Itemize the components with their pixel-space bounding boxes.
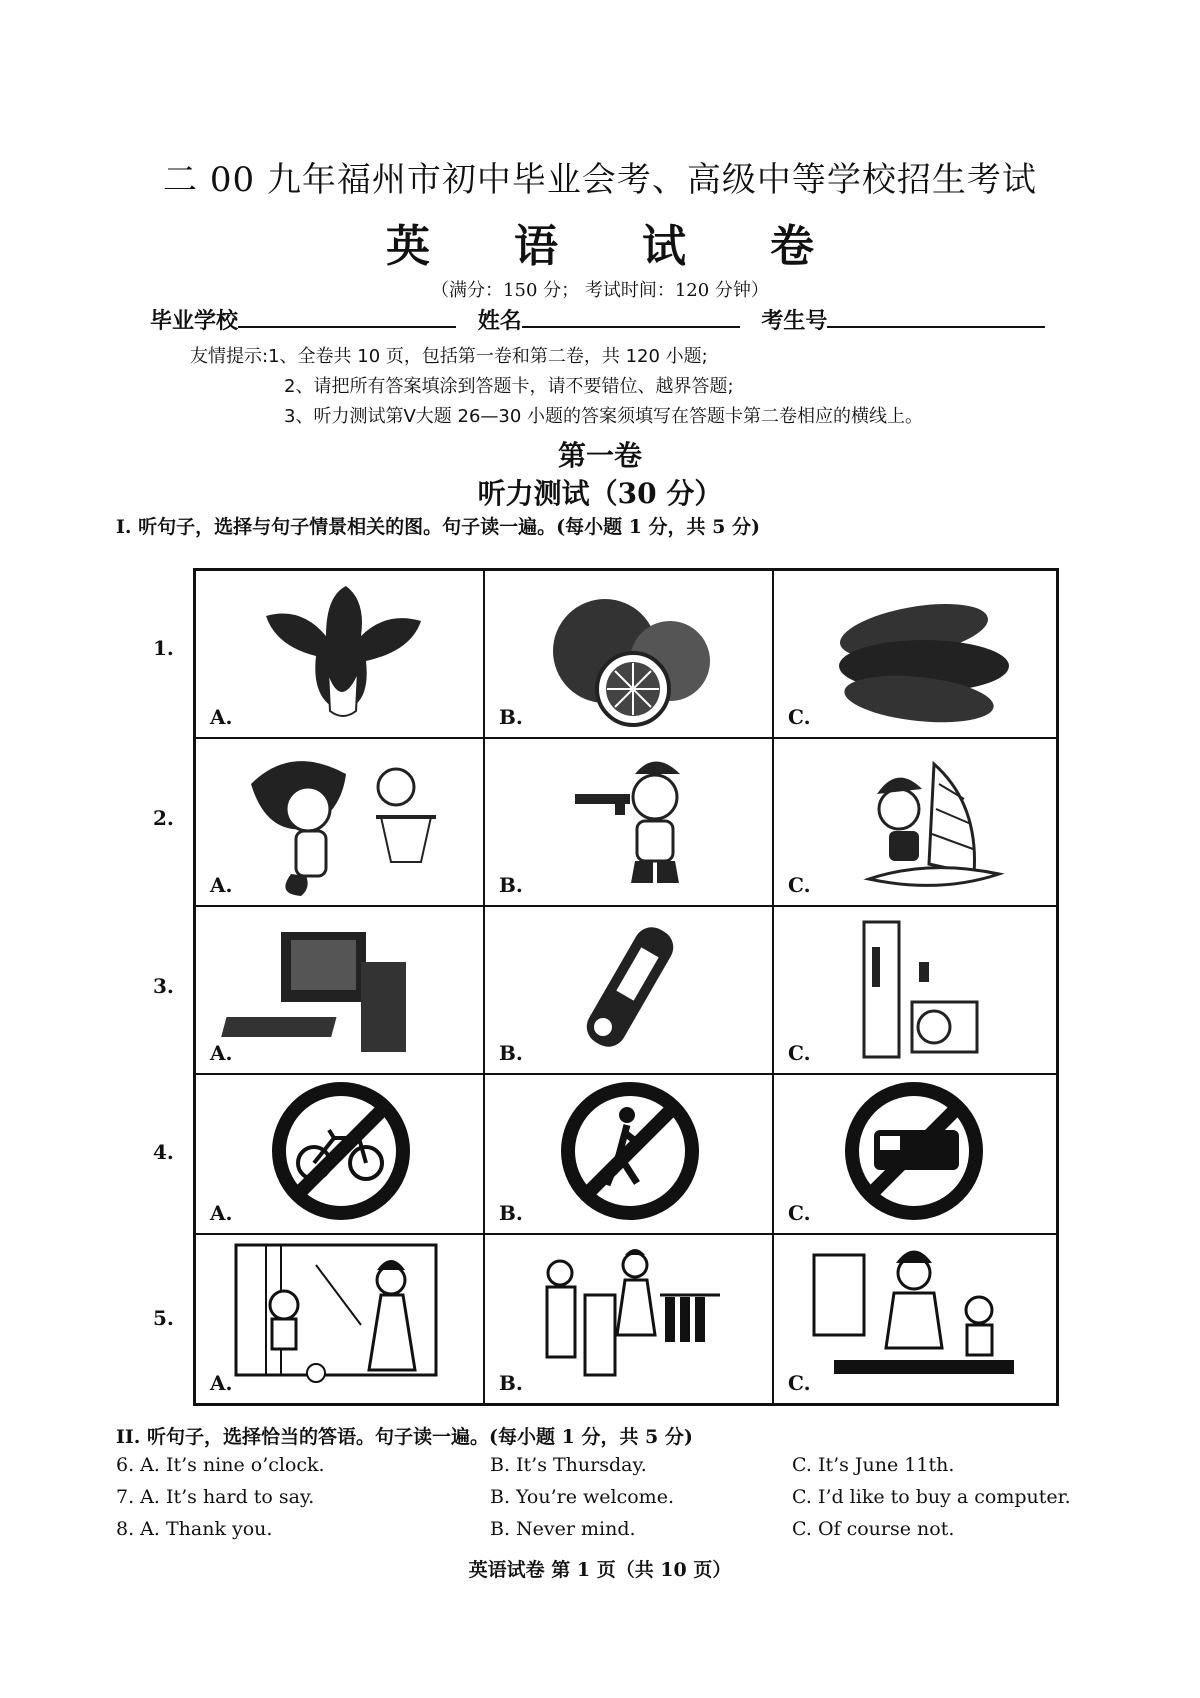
picture-option[interactable] bbox=[485, 1075, 774, 1235]
section-1-heading: I. 听句子，选择与句子情景相关的图。句子读一遍。(每小题 1 分，共 5 分) bbox=[116, 516, 760, 538]
orange-fruit-icon bbox=[485, 571, 774, 739]
subject-char: 试 bbox=[642, 221, 686, 272]
row-number: 2. bbox=[153, 806, 174, 830]
option-letter: C. bbox=[788, 1041, 811, 1065]
option-letter: A. bbox=[210, 1371, 233, 1395]
option-letter: A. bbox=[210, 705, 233, 729]
picture-option[interactable] bbox=[196, 739, 485, 907]
answer-option[interactable]: B. Never mind. bbox=[490, 1518, 636, 1540]
picture-option[interactable] bbox=[774, 739, 1056, 907]
answer-option[interactable]: 6. A. It’s nine o’clock. bbox=[116, 1454, 325, 1476]
name-label: 姓名 bbox=[477, 308, 522, 334]
option-letter: B. bbox=[499, 1041, 523, 1065]
picture-option[interactable] bbox=[196, 1075, 485, 1235]
answer-option[interactable]: C. I’d like to buy a computer. bbox=[792, 1486, 1071, 1508]
row-number: 5. bbox=[153, 1306, 174, 1330]
option-letter: B. bbox=[499, 1371, 523, 1395]
tip-line-2: 2、请把所有答案填涂到答题卡，请不要错位、越界答题; bbox=[284, 376, 734, 397]
school-field[interactable] bbox=[238, 304, 456, 328]
picture-option[interactable] bbox=[774, 907, 1056, 1075]
answer-option[interactable]: B. You’re welcome. bbox=[490, 1486, 674, 1508]
answer-option[interactable]: C. It’s June 11th. bbox=[792, 1454, 955, 1476]
exam-title: 二 00 九年福州市初中毕业会考、高级中等学校招生考试 bbox=[163, 160, 1037, 200]
exam-number-label: 考生号 bbox=[761, 308, 828, 334]
option-letter: C. bbox=[788, 873, 811, 897]
picture-option[interactable] bbox=[485, 571, 774, 739]
page-footer: 英语试卷 第 1 页（共 10 页） bbox=[468, 1559, 732, 1581]
school-label: 毕业学校 bbox=[150, 308, 239, 334]
volume-title: 第一卷 bbox=[557, 439, 642, 472]
answer-option[interactable]: 7. A. It’s hard to say. bbox=[116, 1486, 315, 1508]
windsurfing-mascot-icon bbox=[774, 739, 1056, 907]
option-letter: C. bbox=[788, 1201, 811, 1225]
option-letter: B. bbox=[499, 873, 523, 897]
section-2-heading: II. 听句子，选择恰当的答语。句子读一遍。(每小题 1 分，共 5 分) bbox=[116, 1426, 693, 1448]
name-field[interactable] bbox=[522, 304, 740, 328]
no-vehicles-sign-icon bbox=[774, 1075, 1056, 1235]
student-info-fields bbox=[150, 304, 1100, 335]
tip-line-1: 友情提示:1、全卷共 10 页，包括第一卷和第二卷，共 120 小题; bbox=[190, 346, 708, 367]
option-letter: A. bbox=[210, 873, 233, 897]
exam-meta: （满分：150 分； 考试时间：120 分钟） bbox=[431, 280, 769, 301]
window-ball-scene-icon bbox=[196, 1235, 485, 1403]
picture-option[interactable] bbox=[774, 1075, 1056, 1235]
answer-option[interactable]: C. Of course not. bbox=[792, 1518, 955, 1540]
clothes-shopping-scene-icon bbox=[485, 1235, 774, 1403]
subject-title bbox=[0, 210, 1200, 274]
tip-line-3: 3、听力测试第Ⅴ大题 26—30 小题的答案须填写在答题卡第二卷相应的横线上。 bbox=[284, 406, 924, 427]
bok-choy-icon bbox=[196, 571, 485, 739]
shooting-mascot-icon bbox=[485, 739, 774, 907]
option-letter: A. bbox=[210, 1201, 233, 1225]
option-letter: A. bbox=[210, 1041, 233, 1065]
answer-option[interactable]: B. It’s Thursday. bbox=[490, 1454, 647, 1476]
kitchen-scene-icon bbox=[774, 1235, 1056, 1403]
row-number: 1. bbox=[153, 636, 174, 660]
row-number: 3. bbox=[153, 974, 174, 998]
option-letter: C. bbox=[788, 1371, 811, 1395]
picture-option[interactable] bbox=[485, 1235, 774, 1403]
picture-option[interactable] bbox=[196, 1235, 485, 1403]
basketball-mascot-icon bbox=[196, 739, 485, 907]
air-conditioner-icon bbox=[774, 907, 1056, 1075]
no-pedestrians-sign-icon bbox=[485, 1075, 774, 1235]
computer-icon bbox=[196, 907, 485, 1075]
option-letter: B. bbox=[499, 1201, 523, 1225]
listening-title: 听力测试（30 分） bbox=[477, 477, 723, 510]
picture-grid bbox=[193, 568, 1059, 1406]
picture-option[interactable] bbox=[774, 1235, 1056, 1403]
answer-option[interactable]: 8. A. Thank you. bbox=[116, 1518, 273, 1540]
subject-char: 语 bbox=[514, 221, 558, 272]
no-bicycles-sign-icon bbox=[196, 1075, 485, 1235]
option-letter: C. bbox=[788, 705, 811, 729]
picture-option[interactable] bbox=[196, 907, 485, 1075]
option-letter: B. bbox=[499, 705, 523, 729]
subject-char: 英 bbox=[386, 221, 430, 272]
row-number: 4. bbox=[153, 1140, 174, 1164]
picture-option[interactable] bbox=[485, 907, 774, 1075]
picture-option[interactable] bbox=[196, 571, 485, 739]
mp3-player-icon bbox=[485, 907, 774, 1075]
picture-option[interactable] bbox=[774, 571, 1056, 739]
exam-number-field[interactable] bbox=[827, 304, 1045, 328]
sweet-potato-icon bbox=[774, 571, 1056, 739]
subject-char: 卷 bbox=[770, 221, 814, 272]
picture-option[interactable] bbox=[485, 739, 774, 907]
